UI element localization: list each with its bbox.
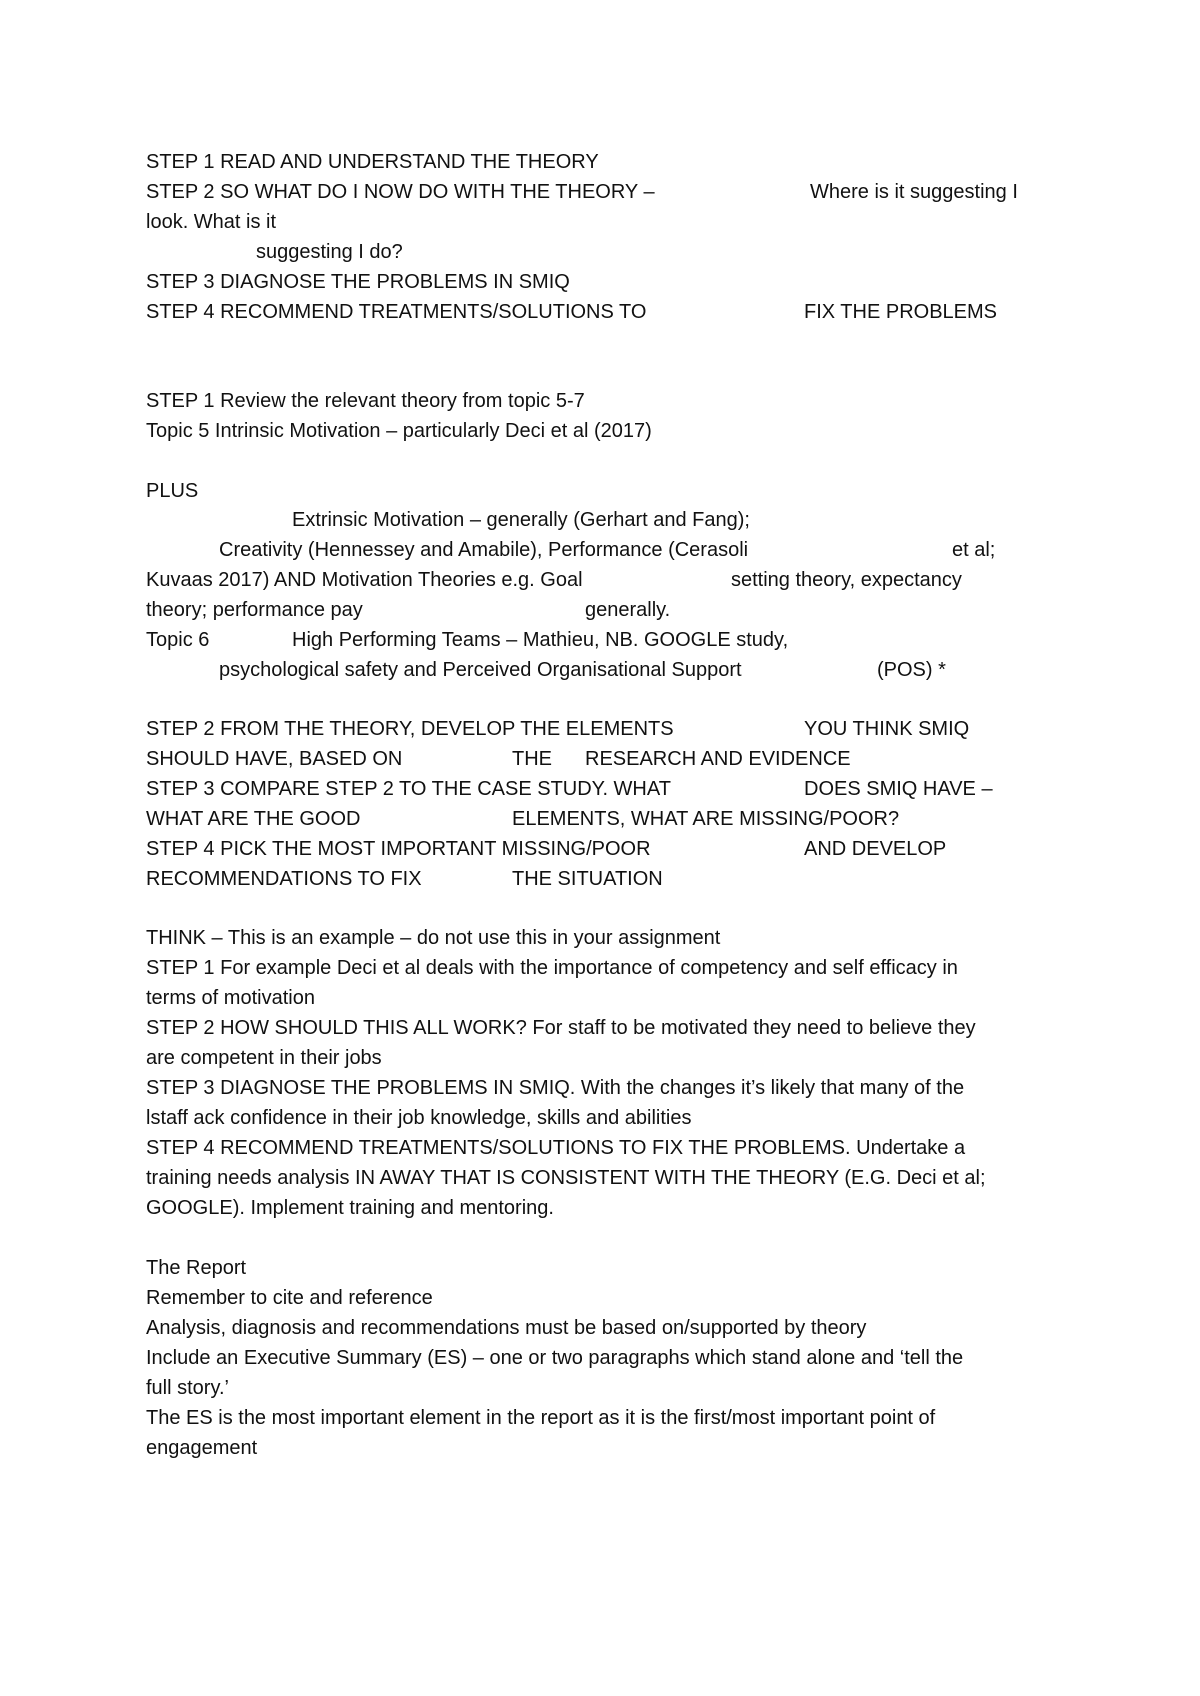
theory-line-tab: (POS) * (877, 659, 946, 681)
steps-line-tab: ELEMENTS, WHAT ARE MISSING/POOR? (512, 808, 900, 830)
theory-line: PLUS (146, 480, 199, 502)
step-list-line: STEP 1 READ AND UNDERSTAND THE THEORY (146, 151, 599, 173)
step-list-line: STEP 4 RECOMMEND TREATMENTS/SOLUTIONS TO (146, 301, 647, 323)
step-list-line-tab: Where is it suggesting I (810, 181, 1018, 203)
theory-line-tab: generally. (585, 599, 671, 621)
theory-line: theory; performance pay (146, 599, 363, 621)
example-line: STEP 3 DIAGNOSE THE PROBLEMS IN SMIQ. With the changes it’s likely that many of the (146, 1077, 965, 1099)
report-line: Remember to cite and reference (146, 1287, 433, 1309)
example-line: training needs analysis IN AWAY THAT IS CONSISTENT WITH THE THEORY (E.G. Deci et al; (146, 1167, 986, 1189)
step-list-line-tab: FIX THE PROBLEMS (804, 301, 998, 323)
theory-line-tab: setting theory, expectancy (731, 569, 962, 591)
theory-line: STEP 1 Review the relevant theory from topic 5-7 (146, 390, 585, 412)
example-line: STEP 2 HOW SHOULD THIS ALL WORK? For staff to be motivated they need to believe they (146, 1017, 976, 1039)
steps-line-tab: DOES SMIQ HAVE – (804, 778, 993, 800)
example-line: lstaff ack confidence in their job knowledge, skills and abilities (146, 1107, 692, 1129)
example-line: THINK – This is an example – do not use this in your assignment (146, 927, 721, 949)
example-line: STEP 4 RECOMMEND TREATMENTS/SOLUTIONS TO FIX THE PROBLEMS. Undertake a (146, 1137, 966, 1159)
theory-line: Creativity (Hennessey and Amabile), Performance (Cerasoli (219, 539, 749, 561)
theory-line-tab: et al; (952, 539, 996, 561)
report-line: The ES is the most important element in the report as it is the first/most important point of (146, 1407, 936, 1429)
theory-line: psychological safety and Perceived Organisational Support (219, 659, 742, 681)
report-line: full story.’ (146, 1377, 229, 1399)
example-line: terms of motivation (146, 987, 315, 1009)
report-heading: The Report (146, 1257, 247, 1279)
steps-line-tab: AND DEVELOP (804, 838, 947, 860)
theory-line: Extrinsic Motivation – generally (Gerhart and Fang); (292, 509, 750, 531)
step-list-line: STEP 3 DIAGNOSE THE PROBLEMS IN SMIQ (146, 271, 570, 293)
steps-line-tab: THE (512, 748, 552, 770)
theory-line: Topic 5 Intrinsic Motivation – particularly Deci et al (2017) (146, 420, 652, 442)
steps-line-tab: YOU THINK SMIQ (804, 718, 970, 740)
theory-line: Topic 6 (146, 629, 210, 651)
example-line: are competent in their jobs (146, 1047, 382, 1069)
step-list-line: suggesting I do? (256, 241, 403, 263)
steps-line: RECOMMENDATIONS TO FIX (146, 868, 422, 890)
theory-line: Kuvaas 2017) AND Motivation Theories e.g. Goal (146, 569, 583, 591)
steps-line: STEP 2 FROM THE THEORY, DEVELOP THE ELEMENTS (146, 718, 674, 740)
report-line: Include an Executive Summary (ES) – one or two paragraphs which stand alone and ‘tell the (146, 1347, 964, 1369)
example-line: GOOGLE). Implement training and mentoring. (146, 1197, 554, 1219)
example-line: STEP 1 For example Deci et al deals with the importance of competency and self efficacy in (146, 957, 958, 979)
steps-line: WHAT ARE THE GOOD (146, 808, 361, 830)
step-list-line: STEP 2 SO WHAT DO I NOW DO WITH THE THEORY – (146, 181, 655, 203)
report-line: Analysis, diagnosis and recommendations must be based on/supported by theory (146, 1317, 867, 1339)
steps-line: STEP 3 COMPARE STEP 2 TO THE CASE STUDY. WHAT (146, 778, 671, 800)
report-line: engagement (146, 1437, 258, 1459)
steps-line-tab: THE SITUATION (512, 868, 663, 890)
steps-line: STEP 4 PICK THE MOST IMPORTANT MISSING/POOR (146, 838, 651, 860)
theory-line-tab: High Performing Teams – Mathieu, NB. GOOGLE study, (292, 629, 789, 651)
step-list-line: look. What is it (146, 211, 277, 233)
steps-line: SHOULD HAVE, BASED ON (146, 748, 403, 770)
steps-line-tab: RESEARCH AND EVIDENCE (585, 748, 851, 770)
